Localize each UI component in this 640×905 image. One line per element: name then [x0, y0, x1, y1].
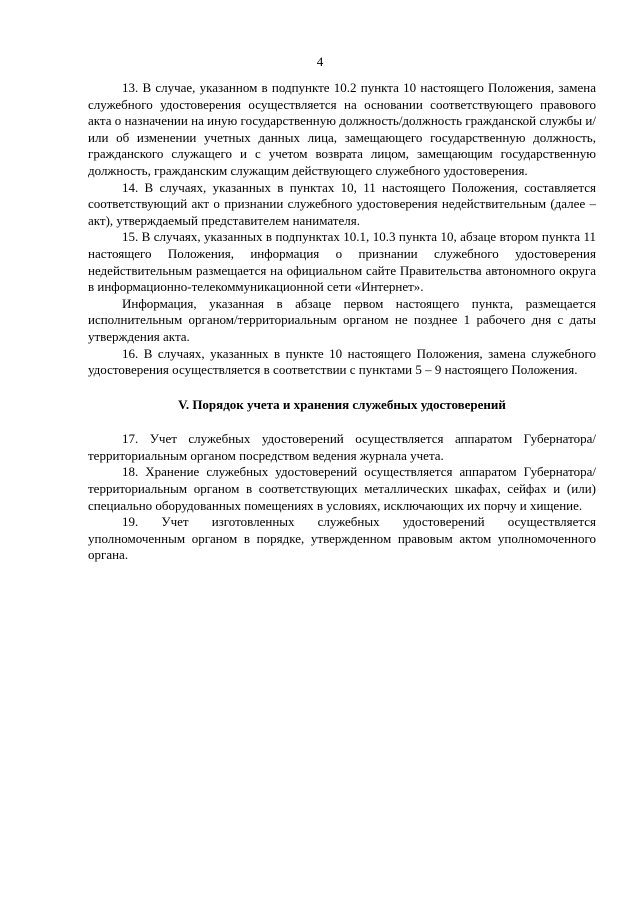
- paragraph-15: 15. В случаях, указанных в подпунктах 10.1, 10.3 пункта 10, абзаце втором пункта 11 настоящего Положения, информация о признании служебного удостоверения недействительным размещается на официальном сайте Правительства автономного округа в информационно-телекоммуникационной сети «Интернет».: [88, 229, 596, 295]
- paragraph-15-info: Информация, указанная в абзаце первом настоящего пункта, размещается исполнительным органом/территориальным органом не позднее 1 рабочего дня с даты утверждения акта.: [88, 295, 596, 344]
- page-number: 4: [316, 54, 324, 69]
- paragraph-17: 17. Учет служебных удостоверений осуществляется аппаратом Губернатора/территориальным органом посредством ведения журнала учета.: [88, 431, 596, 463]
- document-body: [88, 80, 596, 564]
- section-heading: V. Порядок учета и хранения служебных удостоверений: [178, 396, 506, 412]
- paragraph-13: 13. В случае, указанном в подпункте 10.2 пункта 10 настоящего Положения, замена служебного удостоверения осуществляется на основании соответствующего правового акта о назначении на иную государственную должность/должность гражданской службы и/или об изменении учетных данных лица, замещающего государственную должность, гражданского служащего и с учетом возврата лицом, замещающим государственную должность, гражданским служащим действующего служебного удостоверения.: [88, 80, 596, 178]
- paragraph-19: 19. Учет изготовленных служебных удостоверений осуществляется уполномоченным органом в порядке, утвержденном правовым актом уполномоченного органа.: [88, 514, 596, 563]
- paragraph-14: 14. В случаях, указанных в пунктах 10, 11 настоящего Положения, составляется соответствующий акт о признании служебного удостоверения недействительным (далее – акт), утверждаемый представителем нанимателя.: [88, 179, 596, 228]
- paragraph-18: 18. Хранение служебных удостоверений осуществляется аппаратом Губернатора/территориальным органом в соответствующих металлических шкафах, сейфах и (или) специально оборудованных помещениях в условиях, исключающих их порчу и хищение.: [88, 464, 596, 513]
- paragraph-16: 16. В случаях, указанных в пункте 10 настоящего Положения, замена служебного удостоверения осуществляется в соответствии с пунктами 5 – 9 настоящего Положения.: [88, 345, 596, 378]
